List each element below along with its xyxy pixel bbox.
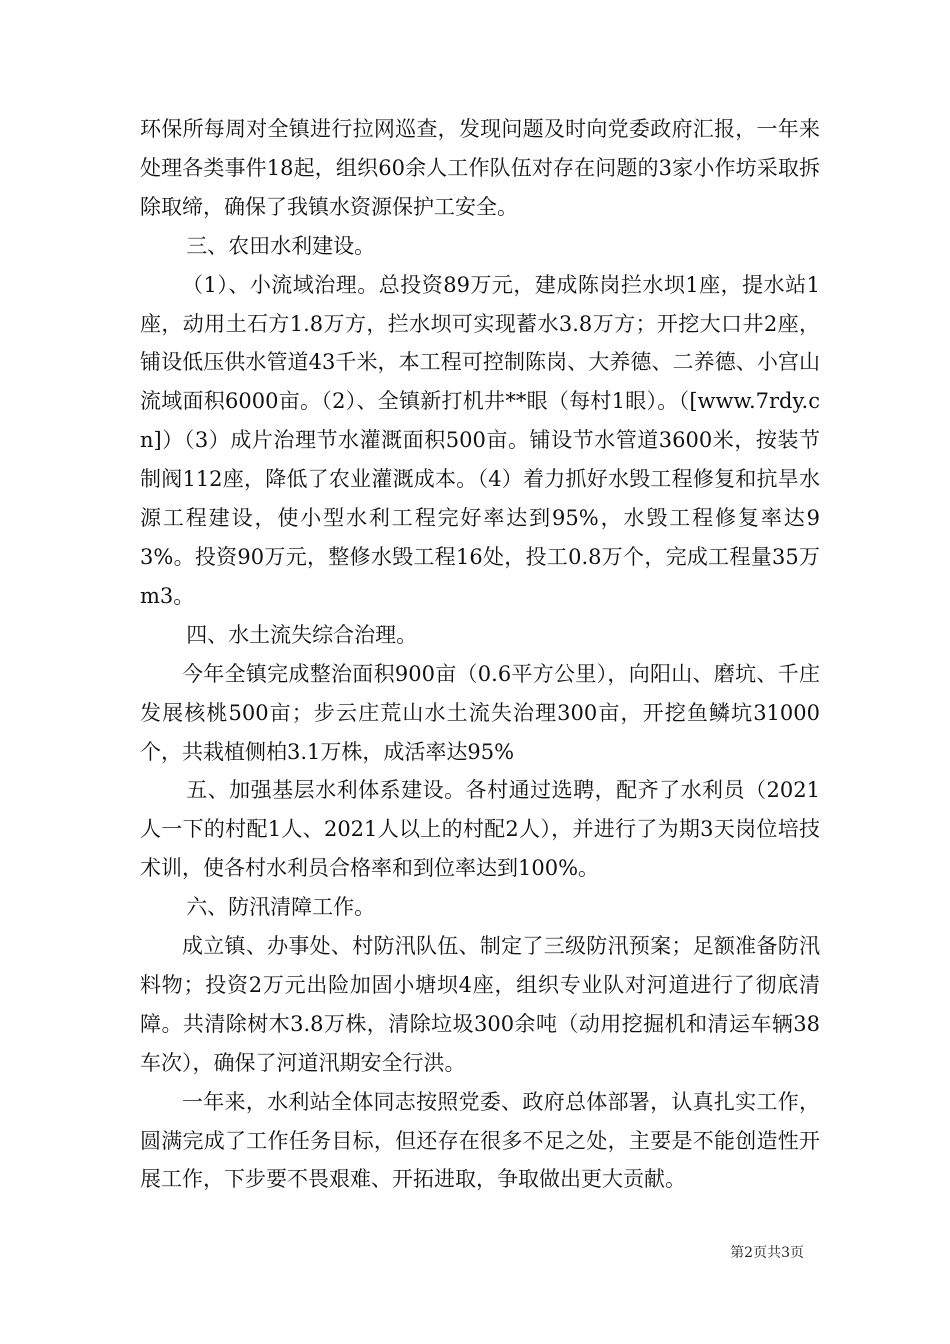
paragraph-soil-erosion: 今年全镇完成整治面积900亩（0.6平方公里），向阳山、磨坑、千庄发展核桃500亩；步云庄荒山水土流失治理300亩，开挖鱼鳞坑31000个，共栽植侧柏3.1万株，成活率达95% [140,661,820,764]
section-heading-farmland-water: 三、农田水利建设。 [186,233,376,258]
paragraph-summary: 一年来，水利站全体同志按照党委、政府总体部署，认真扎实工作，圆满完成了工作任务目标，但还存在很多不足之处，主要是不能创造性开展工作，下步要不畏艰难、开拓进取，争取做出更大贡献。 [140,1089,820,1192]
section-heading-flood-control: 六、防汛清障工作。 [186,895,376,920]
paragraph-flood-control: 成立镇、办事处、村防汛队伍、制定了三级防汛预案；足额准备防汛料物；投资2万元出险加固小塘坝4座，组织专业队对河道进行了彻底清障。共清除树木3.8万株，清除垃圾300余吨（动用挖掘机和清运车辆38车次），确保了河道汛期安全行洪。 [140,934,820,1075]
paragraph-environment-patrol: 环保所每周对全镇进行拉网巡查，发现问题及时向党委政府汇报，一年来处理各类事件18起，组织60余人工作队伍对存在问题的3家小作坊采取拆除取缔，确保了我镇水资源保护工安全。 [140,117,820,219]
document-body [140,110,820,1199]
paragraph-grassroots-system: 五、加强基层水利体系建设。各村通过选聘，配齐了水利员（2021人一下的村配1人、2021人以上的村配2人），并进行了为期3天岗位培技术训，使各村水利员合格率和到位率达到100%。 [140,778,820,881]
paragraph-farmland-water: （1）、小流域治理。总投资89万元，建成陈岗拦水坝1座，提水站1座，动用土石方1.8万方，拦水坝可实现蓄水3.8万方；开挖大口井2座，铺设低压供水管道43千米，本工程可控制陈岗、大养德、二养德、小宫山流域面积6000亩。（2）、全镇新打机井**眼（每村1眼）。（[www.7rdy.cn]）（3）成片治理节水灌溉面积500亩。铺设节水管道3600米，按装节制阀112座，降低了农业灌溉成本。（4）着力抓好水毁工程修复和抗旱水源工程建设，使小型水利工程完好率达到95%，水毁工程修复率达93%。投资90万元，整修水毁工程16处，投工0.8万个，完成工程量35万m3。 [140,272,820,608]
section-heading-soil-erosion: 四、水土流失综合治理。 [186,622,418,647]
page-number: 第2页共3页 [730,1245,804,1261]
